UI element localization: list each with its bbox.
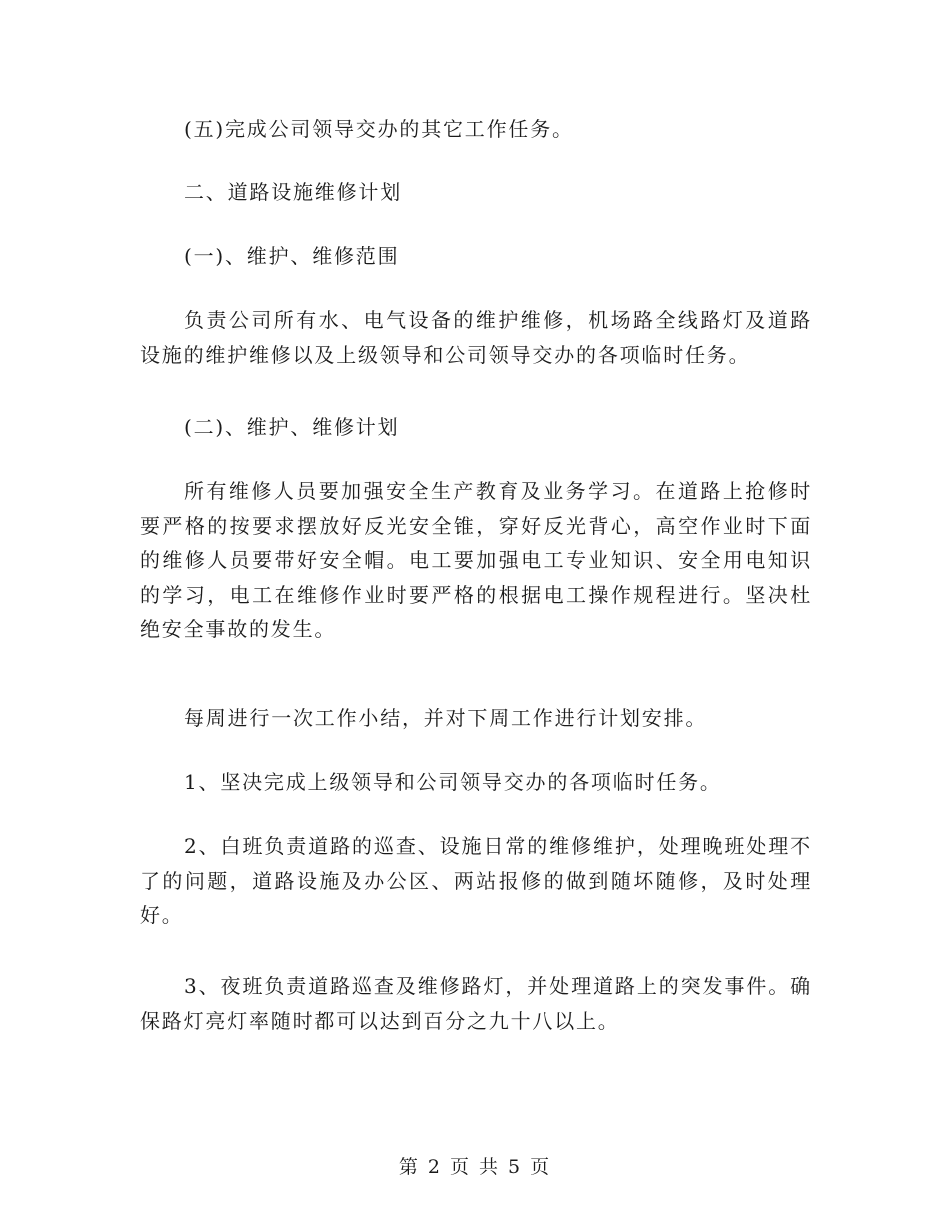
paragraph-weekly-summary: 每周进行一次工作小结，并对下周工作进行计划安排。 xyxy=(184,706,708,730)
section-heading-road-maintenance: 二、道路设施维修计划 xyxy=(184,180,402,204)
paragraph-task-five: (五)完成公司领导交办的其它工作任务。 xyxy=(184,117,574,141)
list-item-2: 2、白班负责道路的巡查、设施日常的维修维护，处理晚班处理不了的问题，道路设施及办公区、两站报修的做到随坏随修，及时处理好。 xyxy=(140,834,812,927)
paragraph-scope-description: 负责公司所有水、电气设备的维护维修，机场路全线路灯及道路设施的维护维修以及上级领导和公司领导交办的各项临时任务。 xyxy=(140,308,812,367)
subheading-maintenance-scope: (一)、维护、维修范围 xyxy=(184,244,400,268)
subheading-maintenance-plan: (二)、维护、维修计划 xyxy=(184,415,400,439)
list-item-1: 1、坚决完成上级领导和公司领导交办的各项临时任务。 xyxy=(184,770,722,794)
list-item-3: 3、夜班负责道路巡查及维修路灯，并处理道路上的突发事件。确保路灯亮灯率随时都可以达到百分之九十八以上。 xyxy=(140,974,812,1033)
page-number-footer: 第 2 页 共 5 页 xyxy=(398,1156,552,1178)
paragraph-safety-requirements: 所有维修人员要加强安全生产教育及业务学习。在道路上抢修时要严格的按要求摆放好反光安全锥，穿好反光背心，高空作业时下面的维修人员要带好安全帽。电工要加强电工专业知识、安全用电知识的学习，电工在维修作业时要严格的根据电工操作规程进行。坚决杜绝安全事故的发生。 xyxy=(140,479,812,641)
